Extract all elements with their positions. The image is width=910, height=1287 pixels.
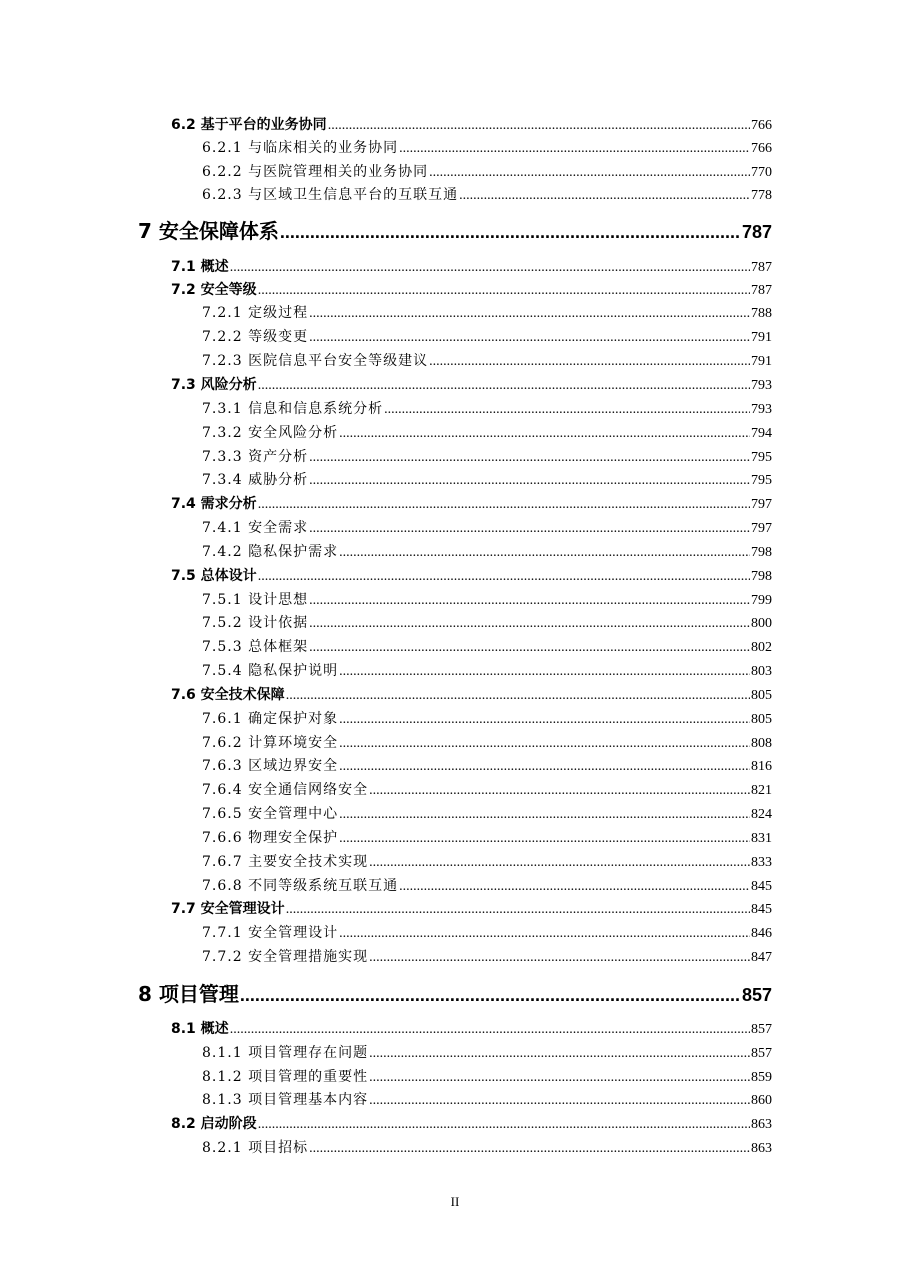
toc-entry-level-3[interactable] [202,184,772,206]
toc-entry-level-2[interactable] [171,256,772,278]
toc-entry-title: 7.3.1 信息和信息系统分析 [202,401,384,417]
toc-dot-leader [309,640,750,656]
toc-entry-page: 798 [751,569,772,584]
toc-entry-title: 8.2 启动阶段 [171,1116,257,1132]
toc-dot-leader [369,1070,750,1086]
toc-entry-title: 7.4.1 安全需求 [202,520,309,536]
toc-entry-title: 7.6.8 不同等级系统互联互通 [202,878,399,894]
toc-dot-leader [286,688,750,704]
toc-entry-page: 803 [751,664,772,679]
toc-entry-level-3[interactable] [202,398,772,420]
toc-dot-leader [230,260,750,276]
toc-entry-page: 845 [751,902,772,917]
toc-entry-page: 846 [751,926,772,941]
toc-entry-title: 7.7.2 安全管理措施实现 [202,949,369,965]
toc-dot-leader [339,712,750,728]
toc-dot-leader [258,283,750,299]
toc-dot-leader [339,831,750,847]
toc-dot-leader [309,616,750,632]
toc-entry-title: 6.2 基于平台的业务协同 [171,117,327,133]
toc-entry-title: 7.3 风险分析 [171,377,257,393]
toc-entry-level-3[interactable] [202,922,772,944]
toc-entry-page: 787 [741,222,772,242]
page-number: II [450,1194,460,1209]
toc-entry-page: 808 [751,736,772,751]
toc-entry-title: 7.6.3 区域边界安全 [202,758,339,774]
toc-entry-page: 787 [751,260,772,275]
toc-entry-page: 791 [751,330,772,345]
toc-entry-level-3[interactable] [202,732,772,754]
toc-entry-title: 7.5.2 设计依据 [202,615,309,631]
toc-entry-page: 787 [751,283,772,298]
toc-entry-page: 766 [751,141,772,156]
toc-entry-level-3[interactable] [202,612,772,634]
toc-entry-page: 857 [751,1022,772,1037]
toc-entry-title: 7.6.5 安全管理中心 [202,806,339,822]
toc-entry-page: 847 [751,950,772,965]
toc-dot-leader [384,402,750,418]
toc-entry-page: 770 [751,165,772,180]
toc-entry-level-2[interactable] [171,684,772,706]
toc-entry-page: 766 [751,118,772,133]
toc-entry-level-3[interactable] [202,851,772,873]
toc-entry-title: 7.6.1 确定保护对象 [202,711,339,727]
toc-entry-level-3[interactable] [202,469,772,491]
toc-entry-title: 7.2 安全等级 [171,282,257,298]
toc-entry-title: 8.1.2 项目管理的重要性 [202,1069,369,1085]
toc-entry-title: 7.4.2 隐私保护需求 [202,544,339,560]
toc-entry-level-3[interactable] [202,875,772,897]
toc-entry-title: 7.7.1 安全管理设计 [202,925,339,941]
toc-entry-level-3[interactable] [202,827,772,849]
toc-dot-leader [339,426,750,442]
toc-entry-page: 824 [751,807,772,822]
toc-entry-page: 833 [751,855,772,870]
toc-entry-page: 831 [751,831,772,846]
toc-dot-leader [258,378,750,394]
toc-entry-page: 805 [751,688,772,703]
toc-dot-leader [369,950,750,966]
toc-entry-title: 8 项目管理 [138,982,239,1006]
toc-dot-leader [339,926,750,942]
toc-dot-leader [339,759,750,775]
toc-entry-title: 7 安全保障体系 [138,219,279,243]
toc-entry-level-3[interactable] [202,589,772,611]
toc-dot-leader [309,593,750,609]
toc-entry-page: 799 [751,593,772,608]
toc-entry-page: 863 [751,1141,772,1156]
toc-entry-page: 795 [751,450,772,465]
toc-dot-leader [286,902,750,918]
toc-entry-page: 797 [751,497,772,512]
toc-entry-level-3[interactable] [202,660,772,682]
toc-entry-title: 6.2.2 与医院管理相关的业务协同 [202,164,429,180]
toc-entry-title: 7.6.4 安全通信网络安全 [202,782,369,798]
toc-entry-title: 6.2.1 与临床相关的业务协同 [202,140,399,156]
toc-entry-title: 7.5.3 总体框架 [202,639,309,655]
toc-dot-leader [369,855,750,871]
toc-entry-title: 7.2.2 等级变更 [202,329,309,345]
toc-entry-level-2[interactable] [171,114,772,136]
toc-entry-title: 8.2.1 项目招标 [202,1140,309,1156]
toc-dot-leader [309,330,750,346]
toc-entry-title: 8.1 概述 [171,1021,229,1037]
toc-entry-level-3[interactable] [202,803,772,825]
toc-dot-leader [258,497,750,513]
toc-entry-level-2[interactable] [171,1018,772,1040]
toc-dot-leader [429,354,750,370]
toc-dot-leader [339,664,750,680]
toc-entry-title: 8.1.3 项目管理基本内容 [202,1092,369,1108]
toc-entry-title: 7.6.6 物理安全保护 [202,830,339,846]
toc-entry-title: 7.5 总体设计 [171,568,257,584]
toc-dot-leader [258,569,750,585]
toc-entry-level-3[interactable] [202,1089,772,1111]
toc-entry-level-3[interactable] [202,137,772,159]
toc-dot-leader [309,473,750,489]
toc-entry-level-3[interactable] [202,946,772,968]
toc-dot-leader [309,306,750,322]
toc-entry-title: 7.5.4 隐私保护说明 [202,663,339,679]
toc-entry-level-2[interactable] [171,493,772,515]
toc-entry-level-3[interactable] [202,446,772,468]
toc-entry-level-2[interactable] [171,1113,772,1135]
toc-entry-level-3[interactable] [202,161,772,183]
toc-entry-level-2[interactable] [171,898,772,920]
toc-entry-level-3[interactable] [202,755,772,777]
toc-entry-title: 7.6.7 主要安全技术实现 [202,854,369,870]
toc-entry-level-2[interactable] [171,565,772,587]
toc-entry-page: 863 [751,1117,772,1132]
toc-entry-title: 7.6.2 计算环境安全 [202,735,339,751]
toc-entry-title: 7.2.3 医院信息平台安全等级建议 [202,353,429,369]
toc-dot-leader [399,879,750,895]
toc-entry-page: 800 [751,616,772,631]
toc-entry-level-1[interactable] [138,978,772,1012]
toc-entry-page: 798 [751,545,772,560]
toc-entry-level-3[interactable] [202,636,772,658]
toc-entry-title: 7.2.1 定级过程 [202,305,309,321]
toc-dot-leader [429,165,750,181]
toc-entry-page: 791 [751,354,772,369]
toc-entry-page: 857 [741,985,772,1005]
toc-entry-page: 778 [751,188,772,203]
toc-entry-level-1[interactable] [138,215,772,249]
toc-entry-title: 7.5.1 设计思想 [202,592,309,608]
toc-dot-leader [339,807,750,823]
toc-dot-leader [328,118,750,134]
toc-entry-title: 7.3.2 安全风险分析 [202,425,339,441]
toc-entry-level-2[interactable] [171,279,772,301]
toc-entry-page: 816 [751,759,772,774]
toc-entry-page: 802 [751,640,772,655]
toc-entry-page: 857 [751,1046,772,1061]
toc-entry-page: 793 [751,378,772,393]
toc-entry-level-3[interactable] [202,779,772,801]
toc-entry-title: 7.3.4 威胁分析 [202,472,309,488]
toc-dot-leader [399,141,750,157]
toc-entry-title: 6.2.3 与区域卫生信息平台的互联互通 [202,187,459,203]
toc-entry-level-2[interactable] [171,374,772,396]
toc-entry-level-3[interactable] [202,422,772,444]
toc-entry-page: 797 [751,521,772,536]
toc-dot-leader [240,985,741,1006]
toc-entry-page: 845 [751,879,772,894]
toc-entry-page: 821 [751,783,772,798]
toc-dot-leader [369,1046,750,1062]
toc-entry-page: 805 [751,712,772,727]
toc-entry-level-3[interactable] [202,302,772,324]
toc-entry-title: 7.4 需求分析 [171,496,257,512]
toc-entry-page: 788 [751,306,772,321]
toc-dot-leader [258,1117,750,1133]
toc-entry-level-3[interactable] [202,1042,772,1064]
toc-dot-leader [369,1093,750,1109]
toc-entry-level-3[interactable] [202,541,772,563]
toc-entry-title: 7.1 概述 [171,259,229,275]
toc-dot-leader [309,450,750,466]
toc-dot-leader [309,521,750,537]
toc-entry-page: 793 [751,402,772,417]
toc-dot-leader [339,736,750,752]
toc-entry-title: 7.3.3 资产分析 [202,449,309,465]
toc-entry-title: 8.1.1 项目管理存在问题 [202,1045,369,1061]
toc-entry-page: 859 [751,1070,772,1085]
toc-dot-leader [280,222,741,243]
toc-dot-leader [230,1022,750,1038]
toc-dot-leader [339,545,750,561]
toc-entry-page: 795 [751,473,772,488]
toc-entry-page: 860 [751,1093,772,1108]
toc-entry-level-3[interactable] [202,326,772,348]
toc-entry-level-3[interactable] [202,517,772,539]
toc-entry-title: 7.7 安全管理设计 [171,901,285,917]
toc-dot-leader [369,783,750,799]
toc-entry-level-3[interactable] [202,350,772,372]
toc-entry-level-3[interactable] [202,1066,772,1088]
toc-entry-level-3[interactable] [202,708,772,730]
toc-entry-page: 794 [751,426,772,441]
toc-entry-level-3[interactable] [202,1137,772,1159]
toc-dot-leader [309,1141,750,1157]
toc-entry-title: 7.6 安全技术保障 [171,687,285,703]
toc-dot-leader [459,188,750,204]
